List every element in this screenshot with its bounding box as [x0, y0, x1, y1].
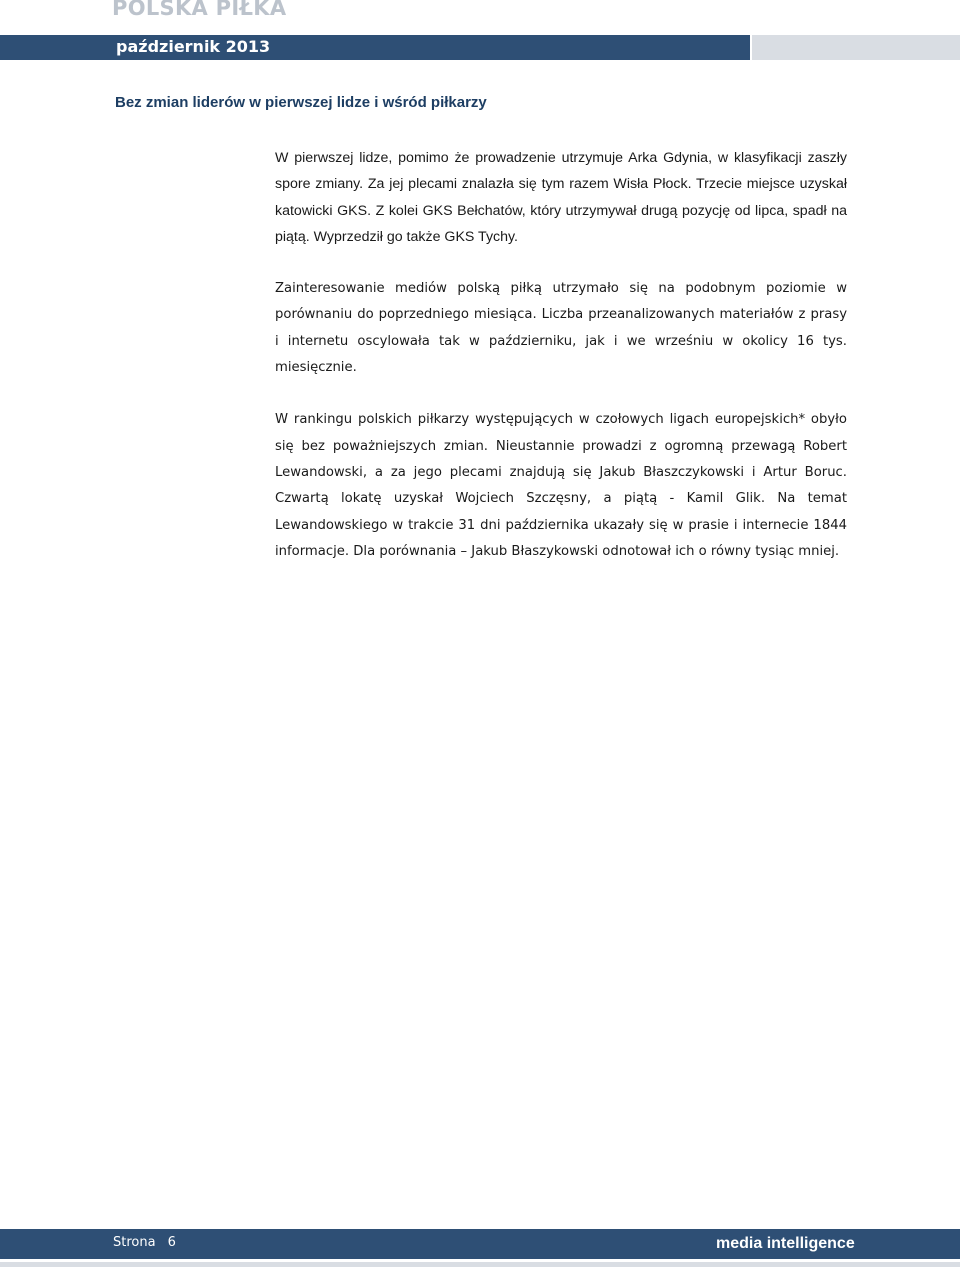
section-heading: Bez zmian liderów w pierwszej lidze i wśród piłkarzy [115, 94, 487, 111]
footer-page-indicator [113, 1235, 176, 1250]
paragraph-first-league: W pierwszej lidze, pomimo że prowadzenie utrzymuje Arka Gdynia, w klasyfikacji zaszły spore zmiany. Za jej plecami znalazła się tym razem Wisła Płock. Trzecie miejsce uzyskał katowicki GKS. Z kolei GKS Bełchatów, który utrzymywał drugą pozycję od lipca, spadł na piątą. Wyprzedził go także GKS Tychy. [275, 150, 847, 245]
footer-accent-line [0, 1262, 960, 1267]
page-label: Strona [113, 1235, 156, 1250]
header-bar-accent [752, 35, 960, 60]
header-date: październik 2013 [116, 37, 271, 56]
header-title: POLSKA PIŁKA [112, 0, 287, 20]
header-bar [0, 35, 750, 60]
paragraph-player-ranking: W rankingu polskich piłkarzy występujących w czołowych ligach europejskich* obyło się bez poważniejszych zmian. Nieustannie prowadzi z ogromną przewagą Robert Lewandowski, a za jego plecami znajdują się Jakub Błaszczykowski i Artur Boruc. Czwartą lokatę uzyskał Wojciech Szczęsny, a piątą - Kamil Glik. Na temat Lewandowskiego w trakcie 31 dni października ukazały się w prasie i internecie 1844 informacje. Dla porównania – Jakub Błaszykowski odnotował ich o równy tysiąc mniej. [275, 412, 847, 559]
article-body [275, 145, 847, 591]
paragraph-media-interest: Zainteresowanie mediów polską piłką utrzymało się na podobnym poziomie w porównaniu do poprzedniego miesiąca. Liczba przeanalizowanych materiałów z prasy i internetu oscylowała tak w październiku, jak i we wrześniu w okolicy 16 tys. miesięcznie. [275, 281, 847, 376]
footer-brand: media intelligence [716, 1235, 855, 1252]
page-number: 6 [167, 1235, 176, 1250]
